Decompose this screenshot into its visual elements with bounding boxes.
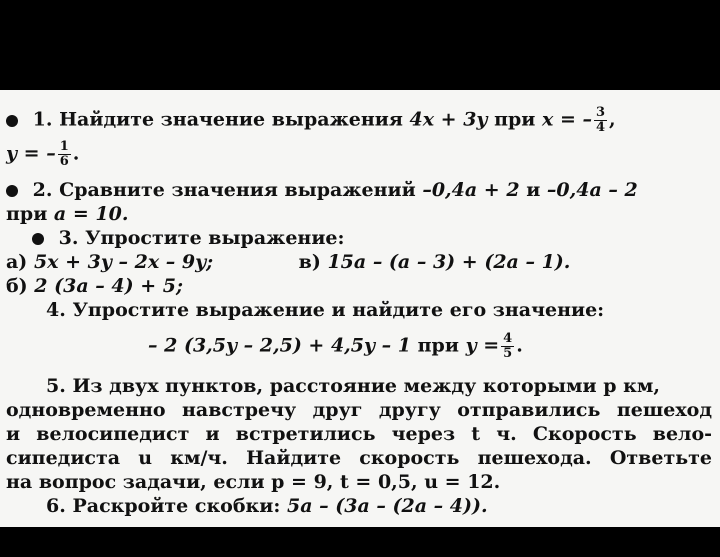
problem-1-line-1 (6, 106, 712, 135)
problem-number: 4. (46, 299, 66, 321)
problem-5-line-2: одновременно навстречу друг другу отправились пешеход (6, 399, 712, 421)
problem-number: 6. (46, 495, 66, 517)
part-b-expression: 2 (3a – 4) + 5; (34, 275, 183, 297)
problem-text: Найдите значение выражения (59, 108, 403, 131)
problem-5-line-5: на вопрос задачи, если p = 9, t = 0,5, u = 12. (6, 471, 501, 493)
at-word: при (417, 334, 459, 357)
problem-2-line-1 (6, 178, 712, 202)
and-word: и (526, 179, 541, 201)
problem-number: 3. (58, 227, 79, 249)
y-fraction: $\frac{4}{5}$ (503, 331, 513, 361)
bullet-icon (32, 233, 44, 245)
expression-2: –0,4a – 2 (546, 179, 638, 201)
problem-3-line-3 (6, 274, 712, 298)
problem-text: Упростите выражение: (85, 227, 345, 249)
part-v-label: в) (298, 251, 321, 273)
problem-3-line-1 (6, 226, 712, 250)
y-variable: y = (465, 334, 500, 357)
problem-6-line-1 (46, 494, 712, 518)
problem-5-line-4: сипедиста u км/ч. Найдите скорость пешехода. Ответьте (6, 447, 712, 469)
expression: 4x + 3y (409, 108, 488, 131)
bullet-icon (6, 115, 18, 127)
problem-text: Сравните значения выражений (59, 179, 416, 201)
problem-2-line-2 (6, 202, 712, 226)
problem-4-line-1 (46, 298, 712, 322)
part-a-label: а) (6, 251, 28, 273)
x-fraction: $\frac{3}{4}$ (596, 105, 606, 135)
y-fraction: $\frac{1}{6}$ (59, 139, 69, 169)
part-v-expression: 15a – (a – 3) + (2a – 1). (327, 251, 571, 273)
problem-number: 2. (32, 179, 53, 201)
at-word: при (494, 108, 536, 131)
comma: , (609, 108, 616, 131)
problem-text: Из двух пунктов, расстояние между которыми p км, (72, 375, 660, 397)
textbook-page (0, 90, 720, 527)
problem-text: Упростите выражение и найдите его значение: (72, 299, 605, 321)
expression: 5a – (3a – (2a – 4)). (286, 495, 488, 517)
at-word: при (6, 203, 48, 225)
problem-3-line-2 (6, 250, 712, 274)
period: . (516, 334, 523, 357)
period: . (72, 142, 80, 165)
problem-number: 1. (32, 108, 53, 131)
problem-text: Раскройте скобки: (72, 495, 281, 517)
y-variable: y = – (6, 142, 56, 165)
x-variable: x = – (542, 108, 592, 131)
bullet-icon (6, 185, 18, 197)
problem-4-line-2 (148, 332, 712, 361)
a-value: a = 10. (53, 203, 129, 225)
expression-1: –0,4a + 2 (422, 179, 520, 201)
problem-1-line-2 (6, 140, 712, 169)
problem-5-line-3: и велосипедист и встретились через t ч. Скорость вело- (6, 423, 712, 445)
part-b-label: б) (6, 275, 28, 297)
part-a-expression: 5x + 3y – 2x – 9y; (33, 251, 214, 273)
problem-5-line-1 (46, 374, 712, 398)
problem-number: 5. (46, 375, 66, 397)
expression: – 2 (3,5y – 2,5) + 4,5y – 1 (148, 334, 412, 357)
